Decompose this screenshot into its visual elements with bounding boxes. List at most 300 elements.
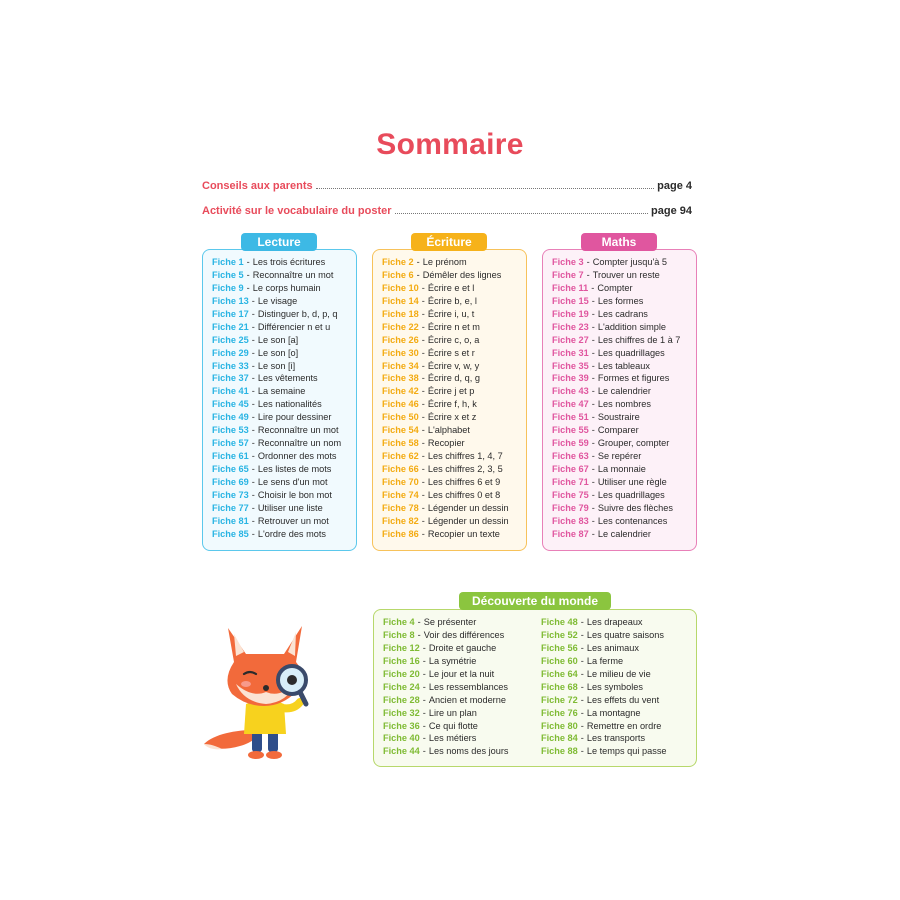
toc-list-item[interactable]	[382, 424, 509, 437]
toc-list-item[interactable]	[383, 668, 509, 681]
fiche-number: Fiche 62	[382, 451, 419, 462]
toc-list-item[interactable]	[212, 256, 341, 269]
fiche-number: Fiche 29	[212, 347, 249, 358]
toc-list-item[interactable]	[212, 282, 341, 295]
fiche-number: Fiche 61	[212, 451, 249, 462]
toc-list-item[interactable]	[382, 515, 509, 528]
fiche-number: Fiche 86	[382, 528, 419, 539]
toc-list-item[interactable]	[382, 502, 509, 515]
separator: -	[251, 438, 255, 449]
fiche-title: L'ordre des mots	[257, 528, 326, 539]
toc-list-item[interactable]	[383, 655, 509, 668]
toc-list-item[interactable]	[552, 528, 680, 541]
fiche-title: Les vêtements	[257, 373, 318, 384]
fiche-number: Fiche 66	[382, 464, 419, 474]
fiche-title: Les ressemblances	[428, 681, 508, 692]
toc-list-item[interactable]	[382, 308, 509, 321]
separator: -	[417, 629, 421, 640]
toc-list-item[interactable]	[552, 321, 680, 334]
fiche-number: Fiche 81	[212, 515, 249, 526]
toc-list-item[interactable]	[552, 385, 680, 398]
toc-list-item[interactable]	[383, 720, 509, 733]
separator: -	[586, 257, 590, 267]
separator: -	[246, 282, 250, 293]
fiche-title: Écrire b, e, l	[427, 295, 477, 306]
fiche-number: Fiche 14	[382, 295, 419, 306]
separator: -	[421, 373, 425, 384]
separator: -	[591, 425, 595, 436]
toc-list-item[interactable]	[212, 372, 341, 385]
fiche-number: Fiche 7	[552, 269, 584, 280]
separator: -	[421, 451, 425, 462]
toc-list-item[interactable]	[552, 450, 680, 463]
fiche-title: Écrire j et p	[427, 386, 475, 397]
fiche-title: Retrouver un mot	[257, 515, 329, 526]
separator: -	[421, 464, 425, 474]
separator: -	[251, 386, 255, 397]
fiche-title: Voir des différences	[423, 629, 505, 640]
toc-list-item[interactable]	[212, 308, 341, 321]
fiche-title: Le corps humain	[252, 282, 321, 293]
fiche-title: Les nombres	[597, 399, 651, 410]
fiche-title: Grouper, compter	[597, 438, 670, 449]
fiche-title: Écrire e et l	[427, 282, 475, 293]
fiche-title: Recopier	[427, 438, 465, 449]
fiche-number: Fiche 59	[552, 438, 589, 449]
separator: -	[591, 347, 595, 358]
separator: -	[580, 668, 584, 679]
fiche-title: Les nationalités	[257, 399, 322, 410]
fiche-number: Fiche 19	[552, 308, 589, 319]
fiche-title: Les chiffres de 1 à 7	[597, 334, 681, 345]
toc-list-item[interactable]	[382, 450, 509, 463]
fiche-number: Fiche 9	[212, 282, 244, 293]
fiche-title: Les animaux	[586, 642, 639, 653]
separator: -	[421, 425, 425, 436]
toc-list-item[interactable]	[382, 282, 509, 295]
fiche-number: Fiche 76	[541, 707, 578, 718]
separator: -	[580, 733, 584, 744]
separator: -	[421, 321, 425, 332]
fiche-number: Fiche 79	[552, 502, 589, 513]
fiche-title: L'addition simple	[597, 321, 666, 332]
fiche-number: Fiche 49	[212, 412, 249, 423]
fiche-number: Fiche 69	[212, 476, 249, 487]
toc-list-item[interactable]	[552, 269, 680, 282]
toc-list-item[interactable]	[212, 411, 341, 424]
toc-list-item[interactable]	[382, 334, 509, 347]
toc-list-item[interactable]	[212, 515, 341, 528]
separator: -	[591, 476, 595, 487]
fiche-title: Légender un dessin	[427, 515, 509, 526]
separator: -	[422, 642, 426, 653]
separator: -	[251, 515, 255, 526]
toc-list-item[interactable]	[552, 334, 680, 347]
fiche-number: Fiche 12	[383, 642, 420, 653]
separator: -	[591, 464, 595, 474]
fiche-title: Utiliser une règle	[597, 476, 667, 487]
fiche-number: Fiche 16	[383, 655, 420, 666]
toc-list-item[interactable]	[552, 411, 680, 424]
toc-list-item[interactable]	[212, 398, 341, 411]
fiche-number: Fiche 58	[382, 438, 419, 449]
separator: -	[251, 373, 255, 384]
toc-list-item[interactable]	[382, 489, 509, 502]
fiche-title: Le temps qui passe	[586, 746, 667, 757]
fiche-title: La montagne	[586, 707, 641, 718]
separator: -	[416, 269, 420, 280]
fiche-title: Écrire v, w, y	[427, 360, 480, 371]
fiche-title: La ferme	[586, 655, 624, 666]
decouverte-list-right	[541, 616, 667, 758]
fiche-number: Fiche 73	[212, 489, 249, 500]
fiche-title: Le visage	[257, 295, 298, 306]
fiche-title: Les chiffres 2, 3, 5	[427, 464, 503, 474]
fiche-number: Fiche 37	[212, 373, 249, 384]
separator: -	[591, 360, 595, 371]
fiche-number: Fiche 64	[541, 668, 578, 679]
fiche-title: Remettre en ordre	[586, 720, 662, 731]
toc-list-item[interactable]	[212, 360, 341, 373]
separator: -	[421, 438, 425, 449]
toc-list-item[interactable]	[552, 489, 680, 502]
toc-list-item[interactable]	[552, 308, 680, 321]
fiche-number: Fiche 39	[552, 373, 589, 384]
fiche-number: Fiche 54	[382, 425, 419, 436]
toc-list-item[interactable]	[212, 269, 341, 282]
toc-list-item[interactable]	[212, 295, 341, 308]
toc-list-item[interactable]	[212, 321, 341, 334]
fiche-number: Fiche 5	[212, 269, 244, 280]
fiche-title: Les trois écritures	[252, 257, 326, 267]
fiche-number: Fiche 30	[382, 347, 419, 358]
toc-list-item[interactable]	[382, 269, 509, 282]
fiche-number: Fiche 48	[541, 617, 578, 627]
separator: -	[246, 269, 250, 280]
fiche-number: Fiche 44	[383, 746, 420, 757]
fiche-title: Recopier un texte	[427, 528, 500, 539]
fiche-number: Fiche 60	[541, 655, 578, 666]
fiche-title: Le son [i]	[257, 360, 296, 371]
fiche-title: Reconnaître un mot	[252, 269, 334, 280]
toc-list-item[interactable]	[541, 732, 667, 745]
fiche-number: Fiche 67	[552, 464, 589, 474]
separator: -	[580, 642, 584, 653]
separator: -	[251, 399, 255, 410]
fiche-number: Fiche 41	[212, 386, 249, 397]
separator: -	[251, 295, 255, 306]
toc-list-item[interactable]	[552, 372, 680, 385]
separator: -	[591, 515, 595, 526]
toc-list-item[interactable]	[382, 295, 509, 308]
toc-list-item[interactable]	[382, 385, 509, 398]
fiche-title: Les listes de mots	[257, 464, 332, 474]
fiche-number: Fiche 6	[382, 269, 414, 280]
separator: -	[417, 617, 421, 627]
separator: -	[421, 502, 425, 513]
separator: -	[421, 347, 425, 358]
toc-list-item[interactable]	[552, 515, 680, 528]
fiche-title: Différencier n et u	[257, 321, 331, 332]
toc-list-item[interactable]	[552, 398, 680, 411]
fiche-number: Fiche 8	[383, 629, 415, 640]
fiche-number: Fiche 22	[382, 321, 419, 332]
toc-list-item[interactable]	[212, 437, 341, 450]
separator: -	[580, 629, 584, 640]
toc-list-item[interactable]	[382, 463, 509, 476]
fiche-number: Fiche 32	[383, 707, 420, 718]
fiche-number: Fiche 87	[552, 528, 589, 539]
separator: -	[421, 515, 425, 526]
fiche-title: Lire un plan	[428, 707, 477, 718]
separator: -	[422, 746, 426, 757]
fiche-title: Compter jusqu'à 5	[592, 257, 668, 267]
fiche-number: Fiche 52	[541, 629, 578, 640]
toc-list-item[interactable]	[383, 642, 509, 655]
separator: -	[421, 386, 425, 397]
separator: -	[591, 295, 595, 306]
toc-list-item[interactable]	[552, 360, 680, 373]
fiche-number: Fiche 45	[212, 399, 249, 410]
separator: -	[591, 373, 595, 384]
fiche-title: Les cadrans	[597, 308, 648, 319]
toc-entry-conseils[interactable]	[202, 176, 692, 192]
fiche-number: Fiche 34	[382, 360, 419, 371]
toc-list-item[interactable]	[552, 295, 680, 308]
fiche-title: Les chiffres 6 et 9	[427, 476, 501, 487]
toc-list-item[interactable]	[212, 424, 341, 437]
separator: -	[580, 617, 584, 627]
fiche-title: La semaine	[257, 386, 306, 397]
fiche-title: Les drapeaux	[586, 617, 643, 627]
fiche-number: Fiche 28	[383, 694, 420, 705]
toc-list-item[interactable]	[383, 616, 509, 629]
fiche-number: Fiche 3	[552, 257, 584, 267]
toc-list-item[interactable]	[383, 694, 509, 707]
toc-list-item[interactable]	[212, 528, 341, 541]
separator: -	[591, 489, 595, 500]
toc-list-item[interactable]	[552, 282, 680, 295]
fiche-number: Fiche 42	[382, 386, 419, 397]
fiche-number: Fiche 63	[552, 451, 589, 462]
separator: -	[251, 502, 255, 513]
fiche-number: Fiche 24	[383, 681, 420, 692]
toc-list-item[interactable]	[383, 629, 509, 642]
toc-list-item[interactable]	[212, 502, 341, 515]
fiche-number: Fiche 50	[382, 412, 419, 423]
fiche-title: Écrire n et m	[427, 321, 480, 332]
toc-list-item[interactable]	[552, 256, 680, 269]
toc-list-item[interactable]	[382, 528, 509, 541]
separator: -	[251, 334, 255, 345]
toc-list-item[interactable]	[212, 334, 341, 347]
fiche-title: Démêler des lignes	[422, 269, 502, 280]
fiche-number: Fiche 33	[212, 360, 249, 371]
page-title: Sommaire	[376, 128, 524, 161]
fiche-number: Fiche 15	[552, 295, 589, 306]
separator: -	[251, 412, 255, 423]
fiche-number: Fiche 65	[212, 464, 249, 474]
fiche-title: Écrire d, q, g	[427, 373, 480, 384]
toc-list-item[interactable]	[541, 681, 667, 694]
toc-list-item[interactable]	[383, 707, 509, 720]
toc-list-item[interactable]	[382, 347, 509, 360]
fiche-number: Fiche 74	[382, 489, 419, 500]
toc-list-item[interactable]	[541, 642, 667, 655]
fiche-title: Les effets du vent	[586, 694, 660, 705]
fiche-title: Formes et figures	[597, 373, 670, 384]
separator: -	[591, 386, 595, 397]
fiche-title: Les quatre saisons	[586, 629, 664, 640]
toc-list-item[interactable]	[552, 347, 680, 360]
fiche-title: Les noms des jours	[428, 746, 509, 757]
fiche-number: Fiche 4	[383, 617, 415, 627]
fiche-title: La symétrie	[428, 655, 477, 666]
toc-list-item[interactable]	[382, 437, 509, 450]
fiche-title: Soustraire	[597, 412, 640, 423]
toc-list-item[interactable]	[541, 707, 667, 720]
toc-list-item[interactable]	[212, 476, 341, 489]
fiche-title: Choisir le bon mot	[257, 489, 332, 500]
toc-list-item[interactable]	[541, 668, 667, 681]
toc-entry-label: Conseils aux parents	[202, 180, 313, 192]
separator: -	[421, 528, 425, 539]
fiche-number: Fiche 55	[552, 425, 589, 436]
fiche-number: Fiche 51	[552, 412, 589, 423]
toc-list-item[interactable]	[382, 372, 509, 385]
fiche-title: Ce qui flotte	[428, 720, 478, 731]
fiche-number: Fiche 20	[383, 668, 420, 679]
separator: -	[421, 489, 425, 500]
separator: -	[591, 399, 595, 410]
decouverte-list-left	[383, 616, 509, 758]
fiche-title: Droite et gauche	[428, 642, 497, 653]
toc-list-item[interactable]	[382, 476, 509, 489]
separator: -	[591, 321, 595, 332]
ecriture-tab: Écriture	[411, 233, 487, 251]
fiche-number: Fiche 17	[212, 308, 249, 319]
separator: -	[422, 655, 426, 666]
separator: -	[422, 668, 426, 679]
fiche-title: Les contenances	[597, 515, 668, 526]
fiche-number: Fiche 75	[552, 489, 589, 500]
toc-list-item[interactable]	[382, 398, 509, 411]
fiche-title: Se présenter	[423, 617, 477, 627]
separator: -	[422, 707, 426, 718]
fiche-number: Fiche 2	[382, 257, 414, 267]
fiche-number: Fiche 21	[212, 321, 249, 332]
maths-tab: Maths	[581, 233, 657, 251]
separator: -	[591, 334, 595, 345]
separator: -	[421, 282, 425, 293]
fiche-title: Légender un dessin	[427, 502, 509, 513]
toc-list-item[interactable]	[382, 360, 509, 373]
toc-entry-activite[interactable]	[202, 201, 692, 217]
separator: -	[591, 502, 595, 513]
fiche-title: Le son [o]	[257, 347, 299, 358]
toc-list-item[interactable]	[552, 463, 680, 476]
fiche-number: Fiche 71	[552, 476, 589, 487]
fiche-title: Écrire c, o, a	[427, 334, 480, 345]
toc-list-item[interactable]	[541, 655, 667, 668]
fiche-title: Les quadrillages	[597, 489, 665, 500]
toc-list-item[interactable]	[212, 385, 341, 398]
toc-list-item[interactable]	[382, 256, 509, 269]
toc-list-item[interactable]	[541, 694, 667, 707]
separator: -	[421, 334, 425, 345]
fiche-number: Fiche 38	[382, 373, 419, 384]
fiche-title: Le sens d'un mot	[257, 476, 328, 487]
toc-list-item[interactable]	[383, 681, 509, 694]
toc-list-item[interactable]	[382, 321, 509, 334]
fiche-title: Se repérer	[597, 451, 642, 462]
toc-list-item[interactable]	[552, 476, 680, 489]
toc-list-item[interactable]	[552, 502, 680, 515]
separator: -	[591, 528, 595, 539]
fiche-number: Fiche 77	[212, 502, 249, 513]
toc-list-item[interactable]	[552, 424, 680, 437]
toc-list-item[interactable]	[541, 720, 667, 733]
fiche-number: Fiche 46	[382, 399, 419, 410]
separator: -	[251, 360, 255, 371]
separator: -	[591, 308, 595, 319]
fiche-number: Fiche 80	[541, 720, 578, 731]
toc-list-item[interactable]	[541, 629, 667, 642]
toc-list-item[interactable]	[552, 437, 680, 450]
fiche-title: Écrire f, h, k	[427, 399, 477, 410]
fiche-number: Fiche 83	[552, 515, 589, 526]
toc-entry-label: Activité sur le vocabulaire du poster	[202, 205, 392, 217]
fiche-number: Fiche 72	[541, 694, 578, 705]
toc-list-item[interactable]	[541, 616, 667, 629]
fiche-number: Fiche 84	[541, 733, 578, 744]
fiche-title: Le calendrier	[597, 528, 651, 539]
fiche-title: Utiliser une liste	[257, 502, 323, 513]
separator: -	[421, 308, 425, 319]
ecriture-list	[382, 256, 509, 541]
toc-list-item[interactable]	[383, 732, 509, 745]
separator: -	[246, 257, 250, 267]
fiche-title: Les formes	[597, 295, 644, 306]
toc-list-item[interactable]	[541, 745, 667, 758]
toc-entry-page: page 4	[657, 180, 692, 192]
fiche-title: Le prénom	[422, 257, 467, 267]
fiche-number: Fiche 78	[382, 502, 419, 513]
separator: -	[580, 746, 584, 757]
toc-list-item[interactable]	[212, 347, 341, 360]
fiche-number: Fiche 88	[541, 746, 578, 757]
fiche-number: Fiche 31	[552, 347, 589, 358]
fiche-title: Les tableaux	[597, 360, 650, 371]
toc-list-item[interactable]	[383, 745, 509, 758]
fiche-title: Compter	[597, 282, 633, 293]
fiche-number: Fiche 68	[541, 681, 578, 692]
separator: -	[251, 321, 255, 332]
toc-list-item[interactable]	[212, 463, 341, 476]
fiche-number: Fiche 10	[382, 282, 419, 293]
dot-leader	[395, 213, 649, 214]
separator: -	[421, 399, 425, 410]
fiche-number: Fiche 26	[382, 334, 419, 345]
toc-entry-page: page 94	[651, 205, 692, 217]
separator: -	[421, 412, 425, 423]
fiche-number: Fiche 27	[552, 334, 589, 345]
toc-list-item[interactable]	[212, 489, 341, 502]
toc-list-item[interactable]	[212, 450, 341, 463]
separator: -	[591, 451, 595, 462]
toc-list-item[interactable]	[382, 411, 509, 424]
fiche-number: Fiche 47	[552, 399, 589, 410]
